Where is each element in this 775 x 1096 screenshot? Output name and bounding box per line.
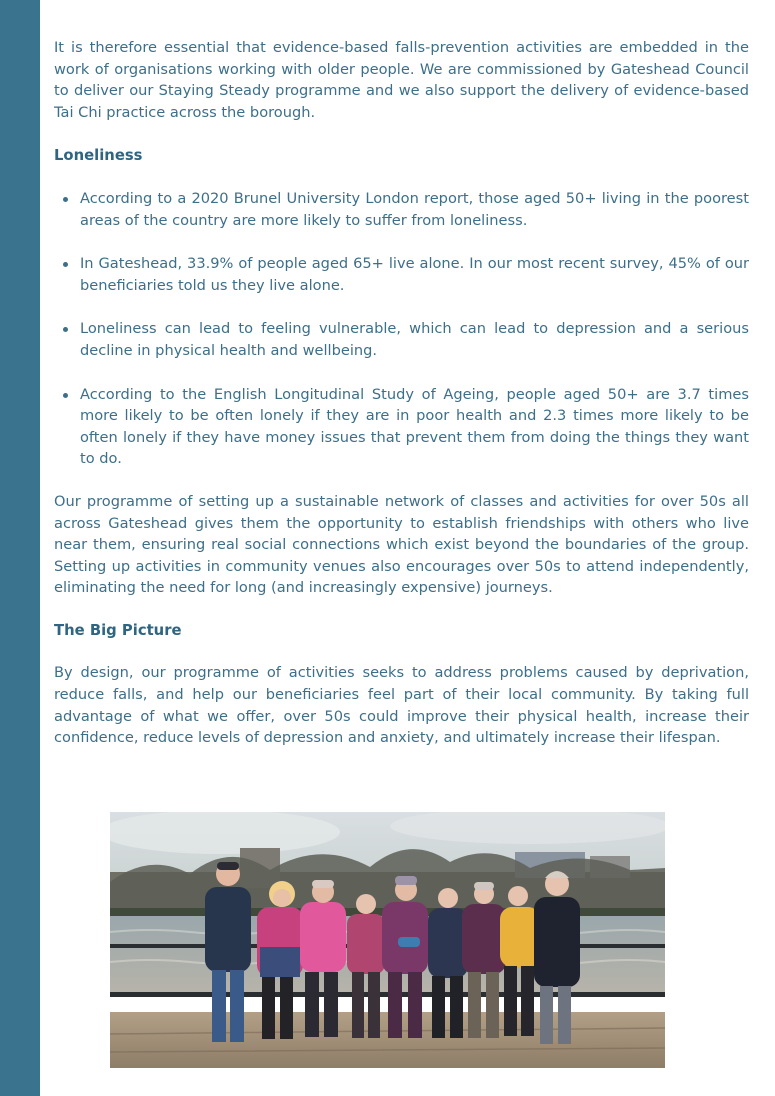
- list-item: [54, 384, 749, 470]
- bullet-dot-icon: [63, 197, 68, 202]
- loneliness-heading: Loneliness: [54, 147, 143, 165]
- programme-paragraph: Our programme of setting up a sustainable network of classes and activities for over 50s all across Gateshead gives them the opportunity to establish friendships with others who live near them, ensuring real social connections which exist beyond the boundaries of the group. Setting up activities in community venues also encourages over 50s to attend independently, eliminating the need for long (and increasingly expensive) journeys.: [54, 492, 749, 597]
- bullet-dot-icon: [63, 262, 68, 267]
- bullet-dot-icon: [63, 393, 68, 398]
- list-item: [54, 188, 749, 231]
- list-item-text: Loneliness can lead to feeling vulnerable, which can lead to depression and a serious decline in physical health and wellbeing.: [80, 320, 749, 359]
- list-item-text: According to a 2020 Brunel University London report, those aged 50+ living in the poorest areas of the country are more likely to suffer from loneliness.: [80, 189, 749, 229]
- loneliness-list: [54, 188, 749, 470]
- sidebar-accent-bar: [0, 0, 40, 1096]
- list-item: [54, 318, 749, 361]
- big-picture-heading: The Big Picture: [54, 621, 182, 639]
- big-picture-paragraph: By design, our programme of activities seeks to address problems caused by deprivation, reduce falls, and help our beneficiaries feel part of their local community. By taking full advantage of what we offer, over 50s could improve their physical health, increase their confidence, reduce levels of depression and anxiety, and ultimately increase their lifespan.: [54, 664, 749, 747]
- list-item-text: According to the English Longitudinal Study of Ageing, people aged 50+ are 3.7 times more likely to be often lonely if they are in poor health and 2.3 times more likely to be often lonely if they have money issues that prevent them from doing the things they want to do.: [80, 385, 749, 468]
- page-content: [54, 37, 749, 749]
- group-photo: [110, 812, 665, 1068]
- list-item: [54, 253, 749, 296]
- list-item-text: In Gateshead, 33.9% of people aged 65+ live alone. In our most recent survey, 45% of our beneficiaries told us they live alone.: [80, 255, 749, 294]
- intro-paragraph: It is therefore essential that evidence-based falls-prevention activities are embedded in the work of organisations working with older people. We are commissioned by Gateshead Council to deliver our Staying Steady programme and we also support the delivery of evidence-based Tai Chi practice across the borough.: [54, 39, 749, 121]
- bullet-dot-icon: [63, 327, 68, 332]
